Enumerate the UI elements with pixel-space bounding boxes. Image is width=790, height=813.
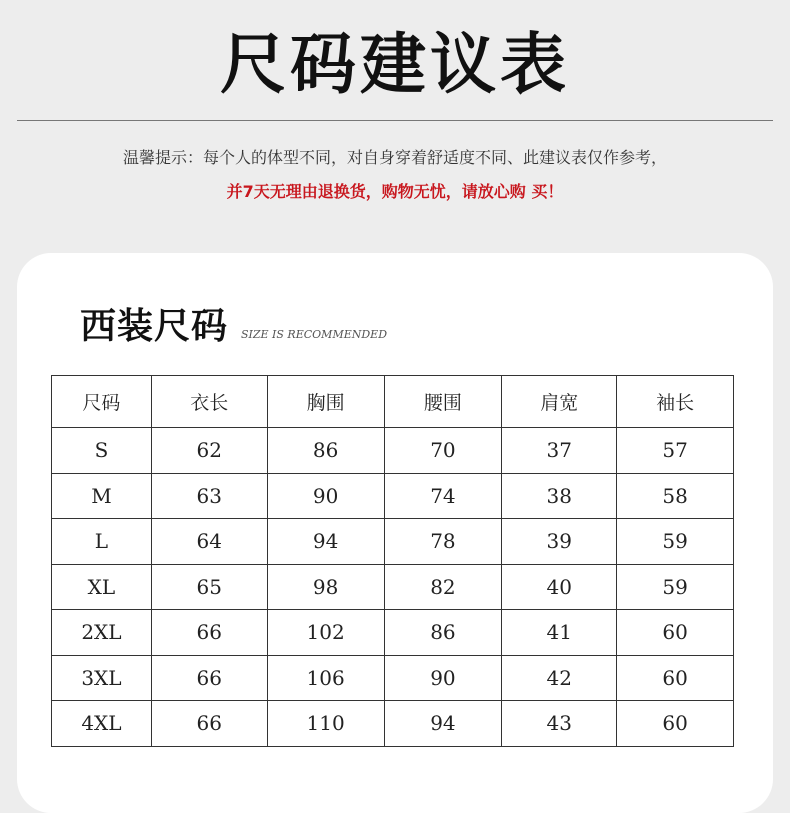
table-cell: XL bbox=[52, 564, 152, 610]
table-cell: 90 bbox=[267, 473, 384, 519]
table-row bbox=[52, 519, 734, 565]
header-shoulder: 肩宽 bbox=[502, 376, 617, 428]
table-cell: 42 bbox=[502, 655, 617, 701]
table-cell: 66 bbox=[151, 655, 267, 701]
table-cell: 43 bbox=[502, 701, 617, 747]
table-cell: 41 bbox=[502, 610, 617, 656]
table-cell: 59 bbox=[617, 519, 734, 565]
table-cell: 3XL bbox=[52, 655, 152, 701]
table-row bbox=[52, 564, 734, 610]
table-cell: 39 bbox=[502, 519, 617, 565]
table-cell: 98 bbox=[267, 564, 384, 610]
table-cell: S bbox=[52, 428, 152, 474]
table-cell: 94 bbox=[267, 519, 384, 565]
table-cell: 70 bbox=[384, 428, 502, 474]
table-cell: 86 bbox=[267, 428, 384, 474]
table-header-row bbox=[52, 376, 734, 428]
table-row bbox=[52, 610, 734, 656]
table-cell: 90 bbox=[384, 655, 502, 701]
table-cell: 106 bbox=[267, 655, 384, 701]
table-cell: 110 bbox=[267, 701, 384, 747]
table-row bbox=[52, 473, 734, 519]
table-cell: M bbox=[52, 473, 152, 519]
table-row bbox=[52, 428, 734, 474]
size-table bbox=[51, 375, 734, 747]
table-cell: 38 bbox=[502, 473, 617, 519]
table-cell: 66 bbox=[151, 610, 267, 656]
return-policy-text: 并7天无理由退换货，购物无忧，请放心购 买！ bbox=[226, 182, 564, 201]
table-cell: 4XL bbox=[52, 701, 152, 747]
header-size: 尺码 bbox=[52, 376, 152, 428]
table-cell: 94 bbox=[384, 701, 502, 747]
table-row bbox=[52, 701, 734, 747]
header-chest: 胸围 bbox=[267, 376, 384, 428]
table-cell: 86 bbox=[384, 610, 502, 656]
section-subtitle: SIZE IS RECOMMENDED bbox=[241, 328, 388, 341]
table-cell: 66 bbox=[151, 701, 267, 747]
section-title: 西装尺码 bbox=[80, 305, 229, 347]
table-cell: 78 bbox=[384, 519, 502, 565]
table-cell: L bbox=[52, 519, 152, 565]
page-title: 尺码建议表 bbox=[220, 25, 570, 103]
header-sleeve: 袖长 bbox=[617, 376, 734, 428]
table-cell: 58 bbox=[617, 473, 734, 519]
table-cell: 60 bbox=[617, 655, 734, 701]
table-cell: 57 bbox=[617, 428, 734, 474]
header-waist: 腰围 bbox=[384, 376, 502, 428]
table-cell: 62 bbox=[151, 428, 267, 474]
table-cell: 74 bbox=[384, 473, 502, 519]
header-length: 衣长 bbox=[151, 376, 267, 428]
table-cell: 102 bbox=[267, 610, 384, 656]
table-cell: 60 bbox=[617, 701, 734, 747]
tip-text: 温馨提示：每个人的体型不同，对自身穿着舒适度不同、此建议表仅作参考， bbox=[122, 148, 667, 167]
table-cell: 37 bbox=[502, 428, 617, 474]
table-cell: 65 bbox=[151, 564, 267, 610]
title-divider bbox=[17, 120, 773, 121]
table-cell: 40 bbox=[502, 564, 617, 610]
table-cell: 63 bbox=[151, 473, 267, 519]
table-cell: 2XL bbox=[52, 610, 152, 656]
table-cell: 64 bbox=[151, 519, 267, 565]
table-cell: 82 bbox=[384, 564, 502, 610]
table-row bbox=[52, 655, 734, 701]
table-cell: 59 bbox=[617, 564, 734, 610]
table-cell: 60 bbox=[617, 610, 734, 656]
